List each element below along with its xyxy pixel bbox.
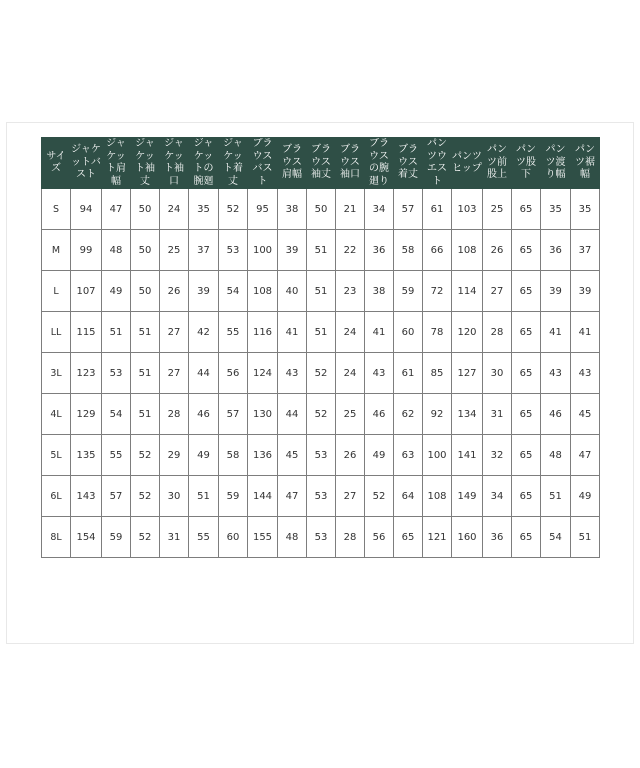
- measurement-cell: 53: [307, 476, 336, 517]
- measurement-cell: 21: [336, 189, 365, 230]
- measurement-cell: 99: [71, 230, 102, 271]
- table-row: [42, 517, 600, 558]
- size-label-cell: 6L: [42, 476, 71, 517]
- measurement-cell: 92: [423, 394, 452, 435]
- measurement-cell: 85: [423, 353, 452, 394]
- measurement-cell: 53: [219, 230, 248, 271]
- measurement-cell: 50: [307, 189, 336, 230]
- measurement-cell: 49: [365, 435, 394, 476]
- measurement-cell: 50: [131, 230, 160, 271]
- measurement-cell: 34: [483, 476, 512, 517]
- measurement-cell: 143: [71, 476, 102, 517]
- measurement-cell: 65: [512, 312, 541, 353]
- measurement-cell: 108: [248, 271, 278, 312]
- table-body: [42, 189, 600, 558]
- measurement-cell: 49: [571, 476, 600, 517]
- measurement-cell: 59: [394, 271, 423, 312]
- measurement-cell: 30: [160, 476, 189, 517]
- measurement-cell: 39: [278, 230, 307, 271]
- measurement-cell: 41: [365, 312, 394, 353]
- measurement-cell: 50: [131, 189, 160, 230]
- measurement-cell: 44: [278, 394, 307, 435]
- measurement-cell: 59: [102, 517, 131, 558]
- table-row: [42, 476, 600, 517]
- column-header: ジャケットの腕廻: [189, 138, 219, 189]
- measurement-cell: 51: [102, 312, 131, 353]
- measurement-cell: 59: [219, 476, 248, 517]
- table-row: [42, 312, 600, 353]
- measurement-cell: 24: [336, 353, 365, 394]
- table-row: [42, 394, 600, 435]
- measurement-cell: 65: [512, 353, 541, 394]
- measurement-cell: 64: [394, 476, 423, 517]
- measurement-cell: 46: [541, 394, 571, 435]
- measurement-cell: 42: [189, 312, 219, 353]
- measurement-cell: 65: [512, 435, 541, 476]
- column-header: ブラウスの腕廻り: [365, 138, 394, 189]
- measurement-cell: 149: [452, 476, 483, 517]
- measurement-cell: 160: [452, 517, 483, 558]
- measurement-cell: 51: [131, 394, 160, 435]
- measurement-cell: 48: [541, 435, 571, 476]
- measurement-cell: 116: [248, 312, 278, 353]
- measurement-cell: 25: [336, 394, 365, 435]
- size-label-cell: 4L: [42, 394, 71, 435]
- column-header: ジャケット着丈: [219, 138, 248, 189]
- measurement-cell: 51: [131, 353, 160, 394]
- measurement-cell: 54: [541, 517, 571, 558]
- measurement-cell: 134: [452, 394, 483, 435]
- measurement-cell: 48: [278, 517, 307, 558]
- measurement-cell: 41: [571, 312, 600, 353]
- measurement-cell: 27: [336, 476, 365, 517]
- measurement-cell: 120: [452, 312, 483, 353]
- measurement-cell: 24: [336, 312, 365, 353]
- measurement-cell: 44: [189, 353, 219, 394]
- measurement-cell: 28: [483, 312, 512, 353]
- measurement-cell: 46: [189, 394, 219, 435]
- measurement-cell: 47: [571, 435, 600, 476]
- measurement-cell: 43: [278, 353, 307, 394]
- measurement-cell: 52: [131, 435, 160, 476]
- measurement-cell: 53: [102, 353, 131, 394]
- measurement-cell: 52: [219, 189, 248, 230]
- measurement-cell: 26: [160, 271, 189, 312]
- measurement-cell: 36: [541, 230, 571, 271]
- size-label-cell: M: [42, 230, 71, 271]
- measurement-cell: 38: [278, 189, 307, 230]
- measurement-cell: 50: [131, 271, 160, 312]
- table-row: [42, 230, 600, 271]
- measurement-cell: 103: [452, 189, 483, 230]
- column-header: ブラウスバスト: [248, 138, 278, 189]
- size-label-cell: LL: [42, 312, 71, 353]
- measurement-cell: 135: [71, 435, 102, 476]
- measurement-cell: 35: [189, 189, 219, 230]
- measurement-cell: 65: [512, 189, 541, 230]
- measurement-cell: 94: [71, 189, 102, 230]
- measurement-cell: 43: [541, 353, 571, 394]
- measurement-cell: 52: [307, 394, 336, 435]
- measurement-cell: 54: [219, 271, 248, 312]
- measurement-cell: 45: [278, 435, 307, 476]
- measurement-cell: 28: [336, 517, 365, 558]
- measurement-cell: 41: [278, 312, 307, 353]
- measurement-cell: 40: [278, 271, 307, 312]
- column-header: ジャケット袖丈: [131, 138, 160, 189]
- measurement-cell: 51: [541, 476, 571, 517]
- measurement-cell: 60: [219, 517, 248, 558]
- measurement-cell: 27: [160, 353, 189, 394]
- measurement-cell: 52: [365, 476, 394, 517]
- measurement-cell: 25: [483, 189, 512, 230]
- measurement-cell: 65: [512, 517, 541, 558]
- measurement-cell: 100: [248, 230, 278, 271]
- measurement-cell: 37: [571, 230, 600, 271]
- column-header: パンツ股下: [512, 138, 541, 189]
- measurement-cell: 136: [248, 435, 278, 476]
- measurement-cell: 51: [131, 312, 160, 353]
- column-header: サイズ: [42, 138, 71, 189]
- measurement-cell: 26: [336, 435, 365, 476]
- column-header: パンツウエスト: [423, 138, 452, 189]
- column-header: ブラウス袖丈: [307, 138, 336, 189]
- measurement-cell: 32: [483, 435, 512, 476]
- size-label-cell: 5L: [42, 435, 71, 476]
- measurement-cell: 65: [512, 230, 541, 271]
- measurement-cell: 43: [365, 353, 394, 394]
- measurement-cell: 114: [452, 271, 483, 312]
- header-row: [42, 138, 600, 189]
- measurement-cell: 27: [483, 271, 512, 312]
- measurement-cell: 52: [307, 353, 336, 394]
- measurement-cell: 72: [423, 271, 452, 312]
- table-row: [42, 271, 600, 312]
- measurement-cell: 37: [189, 230, 219, 271]
- column-header: パンツ裾幅: [571, 138, 600, 189]
- measurement-cell: 29: [160, 435, 189, 476]
- measurement-cell: 49: [102, 271, 131, 312]
- measurement-cell: 65: [512, 271, 541, 312]
- measurement-cell: 95: [248, 189, 278, 230]
- measurement-cell: 141: [452, 435, 483, 476]
- measurement-cell: 56: [219, 353, 248, 394]
- size-label-cell: 3L: [42, 353, 71, 394]
- measurement-cell: 65: [512, 394, 541, 435]
- measurement-cell: 78: [423, 312, 452, 353]
- measurement-cell: 58: [219, 435, 248, 476]
- measurement-cell: 51: [571, 517, 600, 558]
- measurement-cell: 53: [307, 435, 336, 476]
- measurement-cell: 51: [189, 476, 219, 517]
- measurement-cell: 39: [571, 271, 600, 312]
- measurement-cell: 57: [394, 189, 423, 230]
- measurement-cell: 60: [394, 312, 423, 353]
- measurement-cell: 61: [423, 189, 452, 230]
- measurement-cell: 155: [248, 517, 278, 558]
- measurement-cell: 23: [336, 271, 365, 312]
- measurement-cell: 51: [307, 312, 336, 353]
- measurement-cell: 31: [160, 517, 189, 558]
- measurement-cell: 51: [307, 230, 336, 271]
- size-label-cell: 8L: [42, 517, 71, 558]
- measurement-cell: 22: [336, 230, 365, 271]
- measurement-cell: 124: [248, 353, 278, 394]
- column-header: パンツヒップ: [452, 138, 483, 189]
- column-header: ジャケット肩幅: [102, 138, 131, 189]
- column-header: パンツ前股上: [483, 138, 512, 189]
- column-header: ブラウス着丈: [394, 138, 423, 189]
- measurement-cell: 66: [423, 230, 452, 271]
- table-row: [42, 353, 600, 394]
- measurement-cell: 52: [131, 517, 160, 558]
- measurement-cell: 53: [307, 517, 336, 558]
- measurement-cell: 46: [365, 394, 394, 435]
- measurement-cell: 39: [189, 271, 219, 312]
- measurement-cell: 43: [571, 353, 600, 394]
- measurement-cell: 49: [189, 435, 219, 476]
- measurement-cell: 47: [278, 476, 307, 517]
- size-label-cell: L: [42, 271, 71, 312]
- measurement-cell: 48: [102, 230, 131, 271]
- measurement-cell: 55: [219, 312, 248, 353]
- measurement-cell: 36: [365, 230, 394, 271]
- size-label-cell: S: [42, 189, 71, 230]
- measurement-cell: 36: [483, 517, 512, 558]
- table-row: [42, 189, 600, 230]
- measurement-cell: 38: [365, 271, 394, 312]
- measurement-cell: 31: [483, 394, 512, 435]
- measurement-cell: 115: [71, 312, 102, 353]
- measurement-cell: 55: [189, 517, 219, 558]
- measurement-cell: 61: [394, 353, 423, 394]
- measurement-cell: 108: [452, 230, 483, 271]
- measurement-cell: 63: [394, 435, 423, 476]
- measurement-cell: 54: [102, 394, 131, 435]
- column-header: パンツ渡り幅: [541, 138, 571, 189]
- measurement-cell: 57: [102, 476, 131, 517]
- measurement-cell: 28: [160, 394, 189, 435]
- measurement-cell: 27: [160, 312, 189, 353]
- column-header: ブラウス肩幅: [278, 138, 307, 189]
- measurement-cell: 35: [541, 189, 571, 230]
- measurement-cell: 56: [365, 517, 394, 558]
- measurement-cell: 45: [571, 394, 600, 435]
- measurement-cell: 25: [160, 230, 189, 271]
- measurement-cell: 47: [102, 189, 131, 230]
- measurement-cell: 121: [423, 517, 452, 558]
- measurement-cell: 51: [307, 271, 336, 312]
- measurement-cell: 108: [423, 476, 452, 517]
- measurement-cell: 39: [541, 271, 571, 312]
- measurement-cell: 57: [219, 394, 248, 435]
- measurement-cell: 24: [160, 189, 189, 230]
- measurement-cell: 65: [394, 517, 423, 558]
- table-row: [42, 435, 600, 476]
- measurement-cell: 144: [248, 476, 278, 517]
- measurement-cell: 100: [423, 435, 452, 476]
- measurement-cell: 30: [483, 353, 512, 394]
- column-header: ジャケットバスト: [71, 138, 102, 189]
- measurement-cell: 62: [394, 394, 423, 435]
- measurement-cell: 41: [541, 312, 571, 353]
- measurement-cell: 107: [71, 271, 102, 312]
- measurement-cell: 26: [483, 230, 512, 271]
- measurement-cell: 129: [71, 394, 102, 435]
- measurement-cell: 55: [102, 435, 131, 476]
- measurement-cell: 58: [394, 230, 423, 271]
- measurement-cell: 65: [512, 476, 541, 517]
- measurement-cell: 35: [571, 189, 600, 230]
- measurement-cell: 130: [248, 394, 278, 435]
- measurement-cell: 154: [71, 517, 102, 558]
- measurement-cell: 123: [71, 353, 102, 394]
- measurement-cell: 34: [365, 189, 394, 230]
- column-header: ジャケット袖口: [160, 138, 189, 189]
- column-header: ブラウス袖口: [336, 138, 365, 189]
- size-chart-table: [41, 137, 600, 558]
- measurement-cell: 52: [131, 476, 160, 517]
- measurement-cell: 127: [452, 353, 483, 394]
